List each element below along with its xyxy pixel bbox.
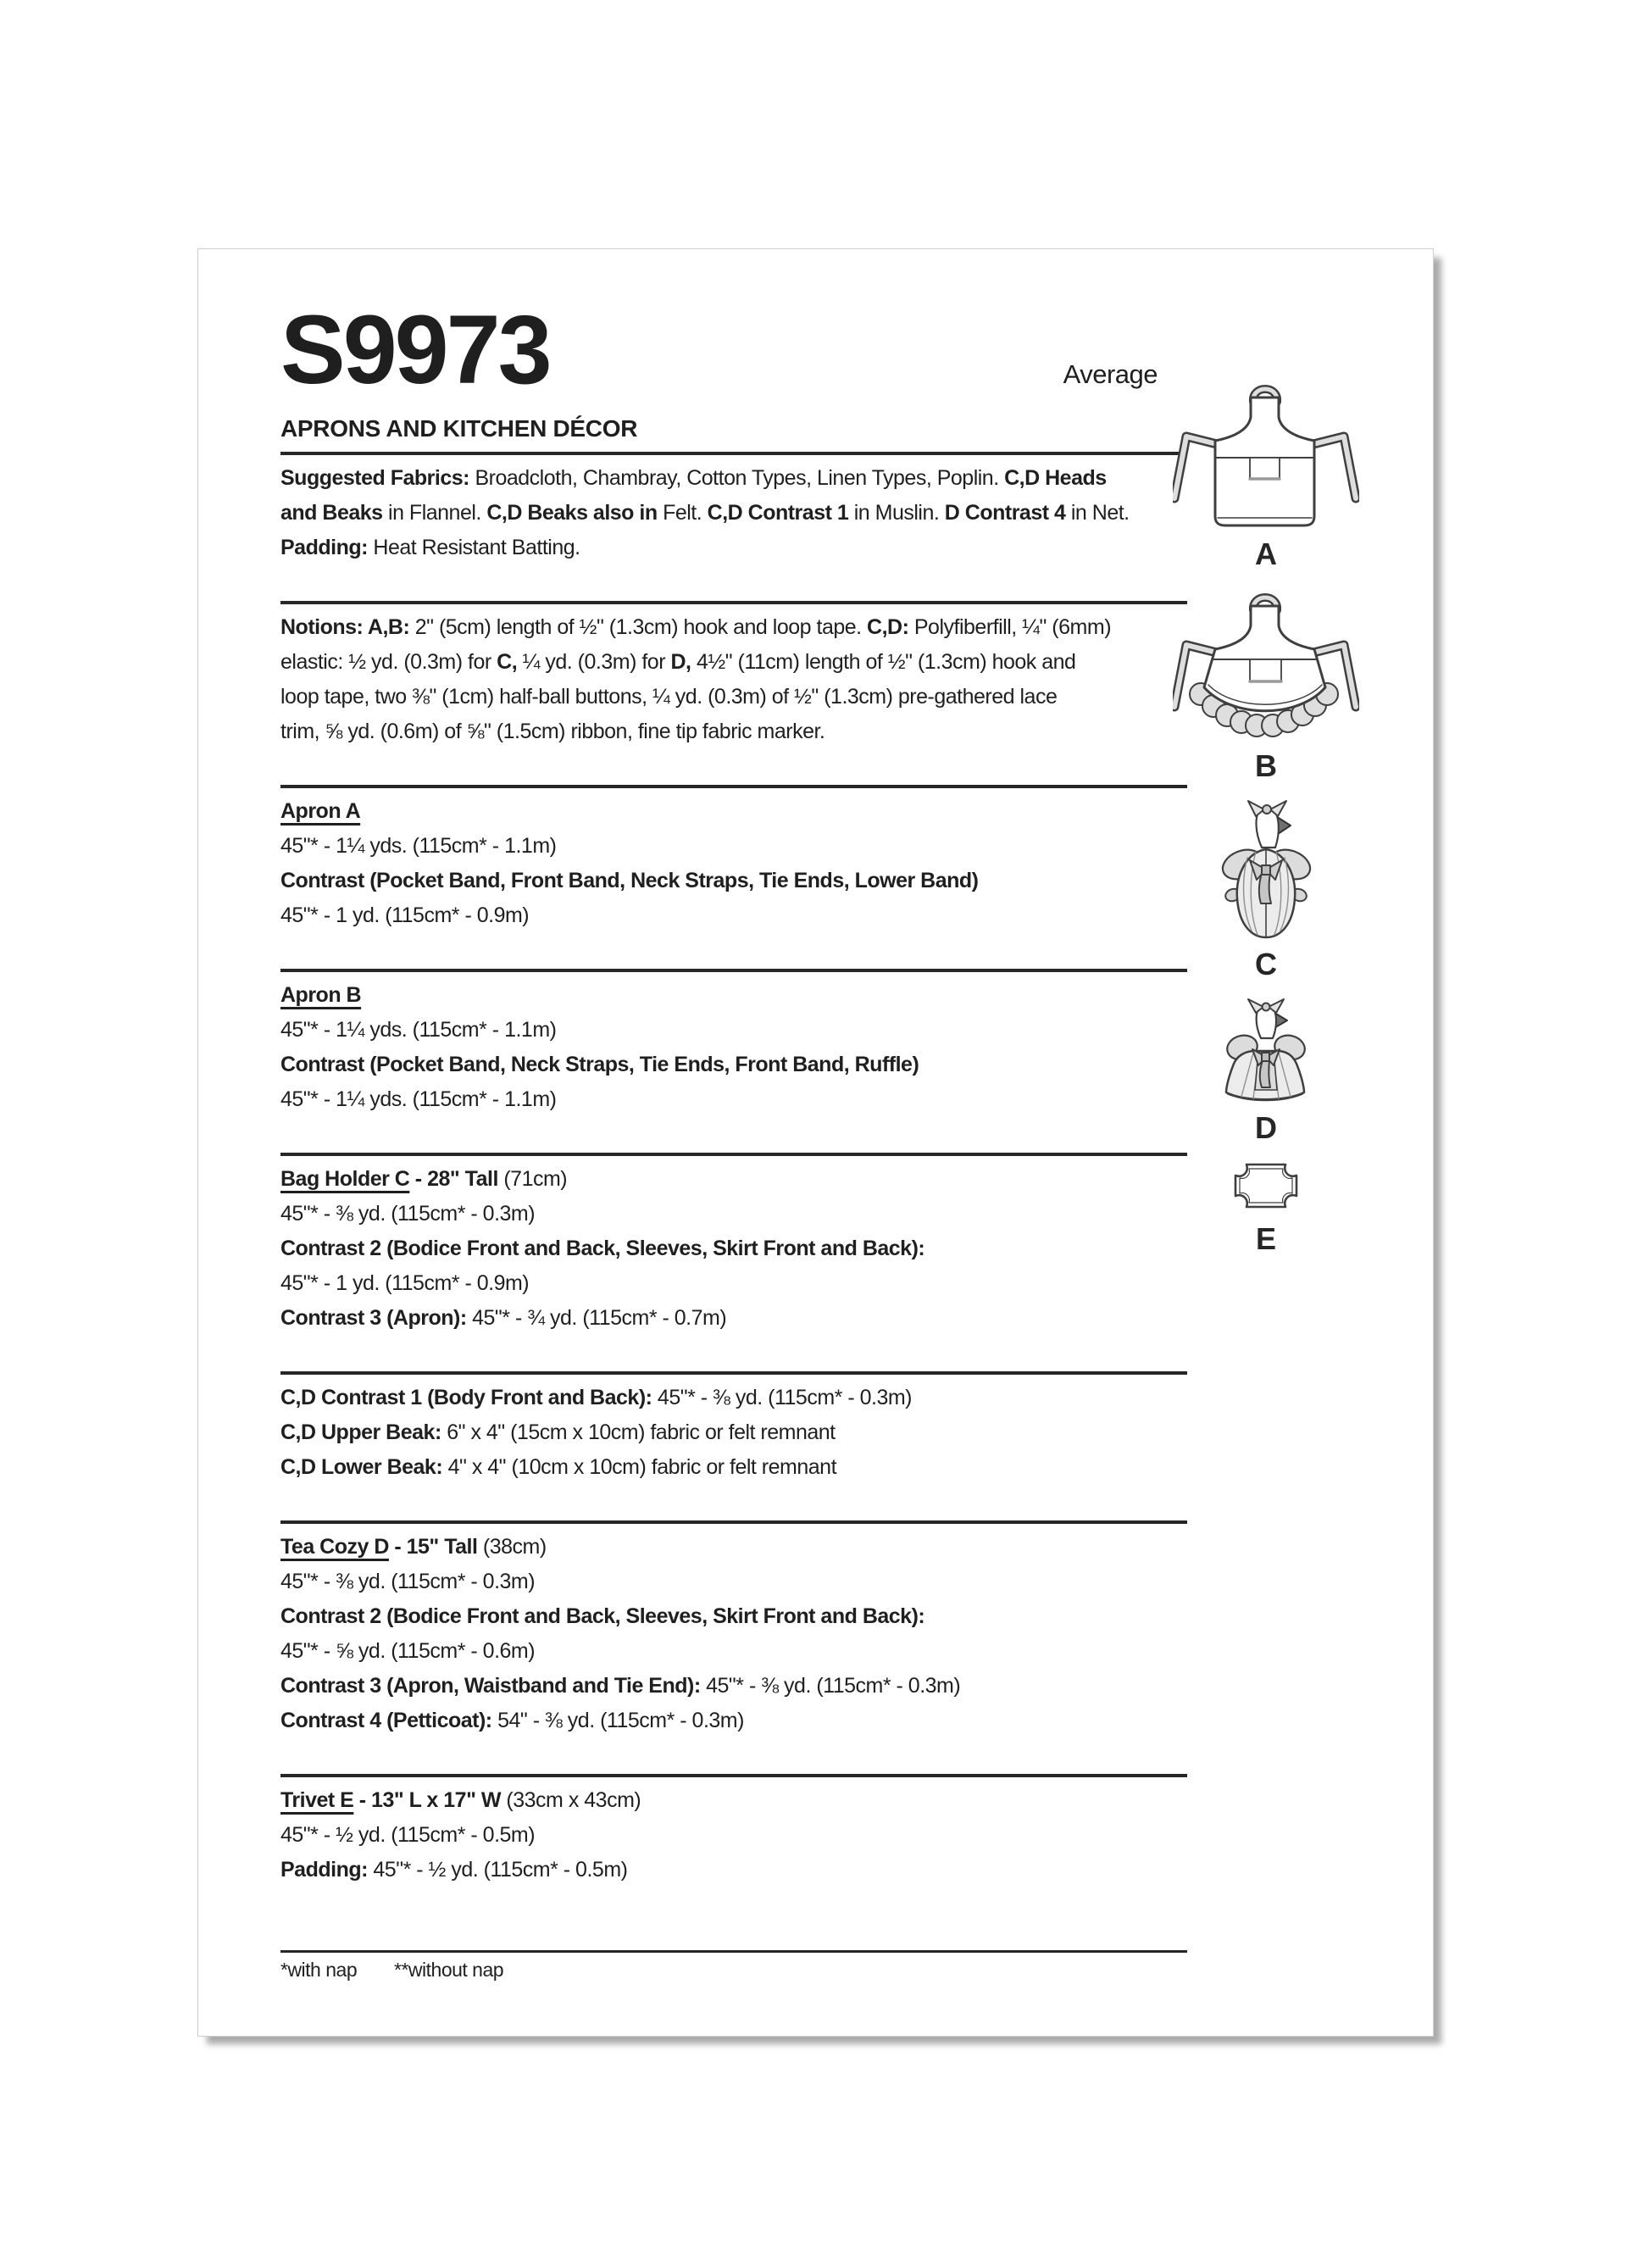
text-line [280, 978, 1187, 1013]
text-segment: 45"* - 1 yd. (115cm* - 0.9m) [280, 903, 530, 927]
trivet-e-illustration [1232, 1161, 1300, 1210]
text-line [280, 1704, 1187, 1738]
text-segment: loop tape, two ⅜" (1cm) half-ball buttons, ¼ yd. (0.3m) of ½" (1.3cm) pre-gathered lace [280, 685, 1058, 709]
text-segment: and Beaks [280, 501, 389, 525]
text-segment: - 28" Tall [409, 1167, 504, 1191]
text-segment: 6" x 4" (15cm x 10cm) fabric or felt remnant [447, 1420, 836, 1444]
section-apron-a [280, 785, 1187, 969]
text-segment: elastic: ½ yd. (0.3m) for [280, 650, 497, 674]
section-trivet-e [280, 1774, 1187, 1950]
text-line [280, 1162, 1187, 1197]
text-segment: 45"* - 1¼ yds. (115cm* - 1.1m) [280, 834, 557, 858]
text-segment: ¼ yd. (0.3m) for [522, 650, 671, 674]
text-segment: (38cm) [482, 1535, 547, 1559]
text-line [280, 496, 1187, 531]
text-segment: in Muslin. [853, 501, 945, 525]
text-line [280, 1450, 1187, 1485]
view-label-e: E [1255, 1221, 1276, 1256]
text-segment: C, [497, 650, 523, 674]
text-line [280, 1048, 1187, 1082]
text-line [280, 1082, 1187, 1117]
text-segment: Broadcloth, Chambray, Cotton Types, Linen Types, Poplin. [475, 466, 1005, 490]
text-segment: C,D: [867, 615, 914, 639]
text-segment: Heat Resistant Batting. [373, 536, 580, 559]
sections [280, 455, 1187, 1950]
text-segment: 45"* - ⅜ yd. (115cm* - 0.3m) [657, 1386, 912, 1409]
text-segment: 45"* - 1¼ yds. (115cm* - 1.1m) [280, 1018, 557, 1042]
text-segment: (33cm x 43cm) [506, 1788, 641, 1812]
text-line [280, 1415, 1187, 1450]
text-line [280, 1530, 1187, 1565]
apron-b-illustration [1173, 592, 1359, 744]
text-line [280, 864, 1187, 898]
text-segment: Contrast 4 (Petticoat): [280, 1709, 498, 1732]
header-row [280, 296, 1187, 404]
text-segment: C,D Beaks also in [486, 501, 663, 525]
goose-d-head-bow [1248, 999, 1284, 1013]
text-line [280, 1599, 1187, 1634]
bag-holder-c-illustration [1219, 798, 1313, 942]
trivet-outer-edge [1235, 1165, 1296, 1207]
text-line [280, 1783, 1187, 1818]
section-heading-text: Trivet E [280, 1788, 354, 1812]
text-segment: Contrast (Pocket Band, Neck Straps, Tie Ends, Front Band, Ruffle) [280, 1053, 919, 1076]
apron-a-pocket [1250, 458, 1280, 479]
text-segment: Padding: [280, 1858, 374, 1882]
text-segment: Contrast (Pocket Band, Front Band, Neck Straps, Tie Ends, Lower Band) [280, 869, 979, 892]
text-line [280, 1301, 1187, 1336]
text-segment: C,D Heads [1004, 466, 1107, 490]
text-segment: - 13" L x 17" W [353, 1788, 507, 1812]
text-segment: 54" - ⅜ yd. (115cm* - 0.3m) [497, 1709, 744, 1732]
view-d [1169, 998, 1363, 1145]
view-label-d: D [1255, 1110, 1277, 1145]
text-segment: Felt. [663, 501, 708, 525]
footer-note-without-nap: **without nap [394, 1959, 504, 1981]
text-segment: in Net. [1070, 501, 1130, 525]
text-segment: 45"* - ⅜ yd. (115cm* - 0.3m) [706, 1674, 961, 1698]
footer-note-with-nap: *with nap [280, 1959, 358, 1981]
text-segment: 45"* - 1¼ yds. (115cm* - 1.1m) [280, 1087, 557, 1111]
text-line [280, 794, 1187, 829]
section-heading-text: Tea Cozy D [280, 1535, 389, 1559]
text-line [280, 898, 1187, 933]
text-line [280, 645, 1187, 680]
text-segment: 45"* - ½ yd. (115cm* - 0.5m) [280, 1823, 536, 1847]
text-segment: Suggested Fabrics: [280, 466, 475, 490]
text-segment: C,D Lower Beak: [280, 1455, 448, 1479]
text-line [280, 680, 1187, 714]
text-segment: Contrast 3 (Apron, Waistband and Tie End): [280, 1674, 707, 1698]
text-segment: C,D Upper Beak: [280, 1420, 447, 1444]
text-segment: trim, ⅝ yd. (0.6m) of ⅝" (1.5cm) ribbon, fine tip fabric marker. [280, 720, 825, 743]
text-segment: 45"* - ⅜ yd. (115cm* - 0.3m) [280, 1202, 536, 1226]
text-segment: C,D Contrast 1 [707, 501, 854, 525]
text-segment: Contrast 3 (Apron): [280, 1306, 473, 1330]
text-segment: Notions: A,B: [280, 615, 415, 639]
section-heading-text: Bag Holder C [280, 1167, 410, 1191]
text-line [280, 1818, 1187, 1853]
view-e [1169, 1161, 1363, 1256]
text-segment: 45"* - 1 yd. (115cm* - 0.9m) [280, 1271, 530, 1295]
text-line [280, 531, 1187, 565]
text-line [280, 1266, 1187, 1301]
text-line [280, 829, 1187, 864]
text-segment: Padding: [280, 536, 374, 559]
view-label-b: B [1255, 748, 1277, 783]
pattern-number: S9973 [280, 296, 550, 404]
apron-b-pocket [1250, 659, 1281, 681]
text-segment: Polyfiberfill, ¼" (6mm) [913, 615, 1112, 639]
section-bag-holder-c [280, 1153, 1187, 1371]
section-notions [280, 601, 1187, 785]
goose-c-head-bow [1248, 801, 1286, 816]
view-b [1169, 592, 1363, 783]
text-segment: Contrast 2 (Bodice Front and Back, Sleeves, Skirt Front and Back): [280, 1237, 925, 1260]
text-segment: C,D Contrast 1 (Body Front and Back): [280, 1386, 658, 1409]
text-line [280, 1634, 1187, 1669]
text-segment: Contrast 2 (Bodice Front and Back, Sleeves, Skirt Front and Back): [280, 1604, 925, 1628]
section-heading-text: Apron A [280, 799, 361, 823]
text-segment: 45"* - ½ yd. (115cm* - 0.5m) [373, 1858, 628, 1882]
text-segment: (71cm) [503, 1167, 568, 1191]
text-segment: 45"* - ⅜ yd. (115cm* - 0.3m) [280, 1570, 536, 1593]
text-segment: 4" x 4" (10cm x 10cm) fabric or felt remnant [447, 1455, 837, 1479]
section-cd-contrast [280, 1371, 1187, 1520]
section-heading-text: Apron B [280, 983, 362, 1007]
text-line [280, 1669, 1187, 1704]
view-c [1169, 798, 1363, 981]
text-segment: 45"* - ¾ yd. (115cm* - 0.7m) [472, 1306, 727, 1330]
text-segment: D, [670, 650, 697, 674]
text-line [280, 1381, 1187, 1415]
text-line [280, 1853, 1187, 1887]
text-segment: 2" (5cm) length of ½" (1.3cm) hook and loop tape. [414, 615, 868, 639]
view-label-a: A [1255, 536, 1277, 571]
text-segment: - 15" Tall [388, 1535, 483, 1559]
section-tea-cozy-d [280, 1520, 1187, 1774]
section-suggested-fabrics [280, 455, 1187, 601]
text-segment: 45"* - ⅝ yd. (115cm* - 0.6m) [280, 1639, 536, 1663]
text-line [280, 1197, 1187, 1231]
difficulty-level: Average [1063, 359, 1158, 389]
text-line [280, 1565, 1187, 1599]
text-line [280, 1231, 1187, 1266]
main-text-column [280, 249, 1187, 1982]
section-apron-b [280, 969, 1187, 1153]
text-line [280, 714, 1187, 749]
view-label-c: C [1255, 947, 1277, 981]
tea-cozy-d-illustration [1219, 998, 1313, 1104]
text-line [280, 610, 1187, 645]
apron-a-illustration [1173, 383, 1359, 532]
footer-notes [280, 1953, 1187, 1982]
text-segment: in Flannel. [388, 501, 487, 525]
pattern-envelope-back [197, 248, 1434, 2037]
text-segment: D Contrast 4 [944, 501, 1071, 525]
view-a [1169, 383, 1363, 571]
text-segment: 4½" (11cm) length of ½" (1.3cm) hook and [696, 650, 1076, 674]
text-line [280, 461, 1187, 496]
page-title: APRONS AND KITCHEN DÉCOR [280, 416, 1187, 455]
text-line [280, 1013, 1187, 1048]
